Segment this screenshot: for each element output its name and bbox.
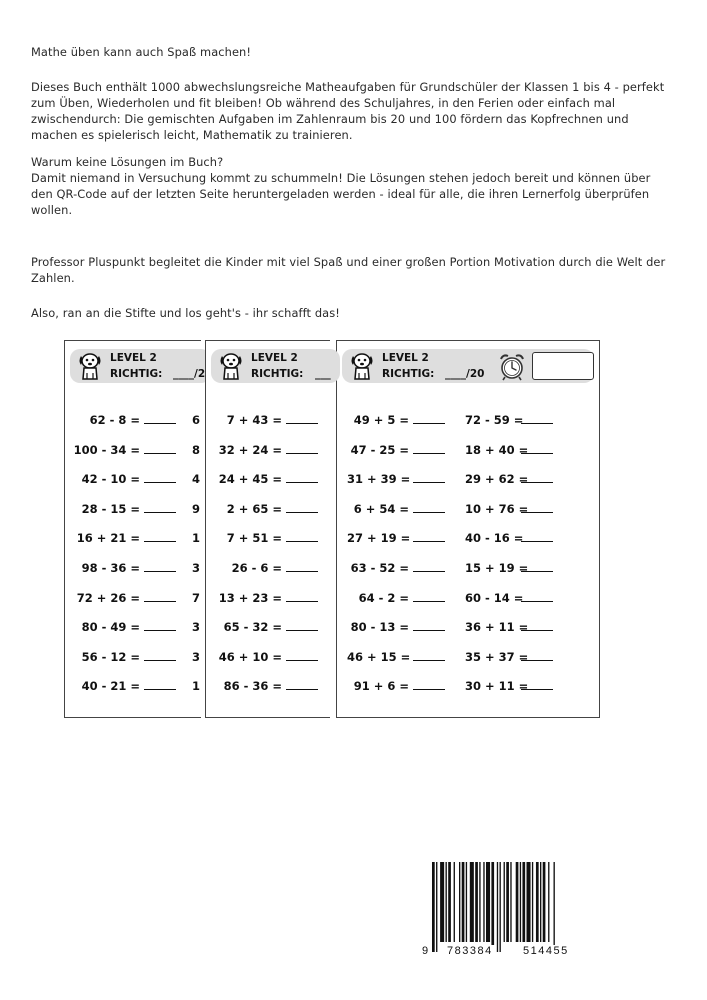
math-problem [347,561,445,575]
problem-text: 4 [192,472,201,487]
answer-blank[interactable] [144,414,176,424]
math-problem [465,679,553,693]
problem-text: 63 - 52 = [350,561,409,575]
answer-blank[interactable] [413,651,445,661]
math-problem [465,591,553,605]
answer-blank[interactable] [144,444,176,454]
level-label: LEVEL 2 [110,352,157,364]
answer-blank[interactable] [521,651,553,661]
math-problem [347,531,445,545]
problem-text: 56 - 12 = [81,649,140,664]
barcode-bar [522,862,525,942]
problem-text: 2 + 65 = [226,501,282,516]
barcode-bar [506,862,509,942]
barcode-bar [491,862,494,952]
answer-blank[interactable] [286,503,318,513]
answer-blank[interactable] [144,680,176,690]
answer-blank[interactable] [413,562,445,572]
problem-text: 72 + 26 = [76,590,140,605]
barcode-first-digit: 9 [422,945,429,957]
answer-blank[interactable] [286,592,318,602]
barcode-bar [436,862,437,952]
answer-blank[interactable] [521,503,553,513]
score-field: ____/2 [173,368,206,380]
problem-text: 27 + 19 = [347,531,411,546]
problem-text: 42 - 10 = [81,472,140,487]
problem-text: 29 + 62 = [465,472,529,487]
problem-text: 65 - 32 = [223,620,282,635]
answer-blank[interactable] [286,562,318,572]
math-problem [465,443,553,457]
barcode-bar [504,862,505,942]
problem-text: 62 - 8 = [89,413,140,427]
math-problem [73,561,176,575]
dog-mascot-icon [217,351,245,381]
problem-text: 10 + 76 = [465,501,529,516]
math-problem [192,531,200,545]
barcode-bars [420,862,590,952]
barcode-bar [543,862,546,942]
answer-blank[interactable] [144,503,176,513]
problem-text: 13 + 23 = [218,590,282,605]
barcode-bar [446,862,447,942]
score-field: ____/20 [445,368,485,380]
math-problem [347,591,445,605]
problem-text: 60 - 14 = [465,590,524,605]
problem-text: 91 + 6 = [353,679,409,694]
math-problem [73,650,176,664]
answer-blank[interactable] [521,621,553,631]
math-problem [465,413,553,427]
problem-text: 49 + 5 = [353,413,409,427]
answer-blank[interactable] [286,532,318,542]
problem-text: 86 - 36 = [223,679,282,694]
problem-text: 18 + 40 = [465,442,529,457]
math-problem [192,620,200,634]
answer-blank[interactable] [144,562,176,572]
answer-blank[interactable] [413,414,445,424]
problem-text: 1 [192,531,201,546]
barcode-group-2: 514455 [523,945,569,957]
math-problem [192,561,200,575]
answer-blank[interactable] [286,473,318,483]
answer-blank[interactable] [144,651,176,661]
math-problem [73,531,176,545]
math-problem [212,561,318,575]
problem-text: 40 - 21 = [81,679,140,694]
math-problem [212,650,318,664]
math-problem [347,502,445,516]
problem-text: 26 - 6 = [231,561,282,575]
professor-paragraph: Professor Pluspunkt begleitet die Kinder mit viel Spaß und einer großen Portion Motivation durch die Welt der Zahlen. [31,255,666,286]
problem-text: 46 + 15 = [347,649,411,664]
alarm-clock-icon [496,350,528,382]
answer-blank[interactable] [413,592,445,602]
math-problem [465,502,553,516]
answer-blank[interactable] [413,680,445,690]
barcode-bar [520,862,521,942]
math-problem [73,620,176,634]
worksheet-preview-2 [205,340,330,718]
problem-text: 72 - 59 = [465,413,524,427]
barcode-bar [470,862,474,942]
problem-text: 7 + 43 = [226,413,282,427]
problem-text: 28 - 15 = [81,501,140,516]
problem-text: 47 - 25 = [350,442,409,457]
answer-blank[interactable] [413,473,445,483]
barcode-bar [532,862,533,942]
math-problem [192,679,200,693]
solutions-paragraph [31,154,671,218]
dog-mascot-icon [348,351,376,381]
barcode-bar [527,862,531,942]
page-title: Mathe üben kann auch Spaß machen! [31,45,252,60]
barcode-bar [475,862,478,942]
barcode-bar [440,862,444,942]
solutions-answer: Damit niemand in Versuchung kommt zu schummeln! Die Lösungen stehen jedoch bereit und können über den QR-Code auf der letzten Seite heruntergeladen werden - ideal für alle, die ihren Lernerfolg überprüfen wollen. [31,171,651,217]
math-problem [212,413,318,427]
barcode-bar [432,862,435,952]
problem-text: 3 [192,649,201,664]
barcode-bar [548,862,549,942]
problem-text: 16 + 21 = [76,531,140,546]
level-label: LEVEL 2 [251,352,298,364]
math-problem [347,650,445,664]
richtig-label: RICHTIG: [110,368,163,380]
barcode-bar [497,862,498,952]
math-problem [192,472,200,486]
intro-paragraph: Dieses Buch enthält 1000 abwechslungsreiche Matheaufgaben für Grundschüler der Klassen 1 bis 4 - perfekt zum Üben, Wiederholen und fit bleiben! Ob während des Schuljahres, in den Ferien oder einfach mal zwischendurch: Die gemischten Aufgaben im Zahlenraum bis 20 und 100 fördern das Kopfrechnen und machen es spielerisch leicht, Mathematik zu trainieren. [31,80,665,143]
answer-blank[interactable] [286,621,318,631]
barcode-bar [466,862,467,942]
solutions-question: Warum keine Lösungen im Buch? [31,155,224,169]
math-problem [73,443,176,457]
answer-blank[interactable] [413,503,445,513]
barcode-bar [554,862,555,952]
problem-text: 80 - 49 = [81,620,140,635]
problem-text: 64 - 2 = [358,590,409,605]
math-problem [465,531,553,545]
richtig-label: RICHTIG: [251,368,304,380]
barcode-group-1: 783384 [447,945,493,957]
math-problem [73,413,176,427]
answer-blank[interactable] [521,414,553,424]
problem-text: 36 + 11 = [465,620,529,635]
problem-text: 7 + 51 = [226,531,282,546]
answer-blank[interactable] [286,414,318,424]
worksheet-header [342,349,594,383]
math-problem [212,443,318,457]
problem-text: 3 [192,620,201,635]
math-problem [212,620,318,634]
math-problem [73,502,176,516]
closing-line: Also, ran an die Stifte und los geht's - ihr schafft das! [31,306,340,321]
worksheet-preview-3 [336,340,600,718]
math-problem [465,561,553,575]
answer-blank[interactable] [413,444,445,454]
barcode-bar [500,862,501,952]
problem-text: 31 + 39 = [347,472,411,487]
problem-text: 6 [192,413,201,427]
answer-blank[interactable] [144,592,176,602]
barcode-bar [510,862,511,942]
dog-mascot-icon [76,351,104,381]
answer-blank[interactable] [144,621,176,631]
problem-text: 1 [192,679,201,694]
answer-blank[interactable] [521,532,553,542]
answer-blank[interactable] [521,473,553,483]
math-problem [192,650,200,664]
isbn-barcode [420,862,590,962]
answer-blank[interactable] [413,621,445,631]
problem-text: 32 + 24 = [218,442,282,457]
problem-text: 80 - 13 = [350,620,409,635]
name-box [532,352,594,380]
answer-blank[interactable] [521,444,553,454]
answer-blank[interactable] [521,680,553,690]
barcode-bar [536,862,539,942]
math-problem [73,591,176,605]
problem-text: 46 + 10 = [218,649,282,664]
worksheet-header [211,349,340,383]
worksheet-header [70,349,211,383]
answer-blank[interactable] [521,562,553,572]
math-problem [192,413,200,427]
barcode-bar [459,862,460,942]
answer-blank[interactable] [144,473,176,483]
answer-blank[interactable] [286,680,318,690]
problem-text: 40 - 16 = [465,531,524,546]
barcode-bar [454,862,455,942]
math-problem [212,502,318,516]
math-problem [192,502,200,516]
problem-text: 8 [192,442,201,457]
score-field: ___ [315,368,331,380]
barcode-bar [486,862,490,942]
problem-text: 3 [192,561,201,575]
math-problem [465,472,553,486]
math-problem [212,591,318,605]
math-problem [192,443,200,457]
math-problem [347,413,445,427]
answer-blank[interactable] [286,651,318,661]
barcode-bar [483,862,484,942]
problem-text: 24 + 45 = [218,472,282,487]
math-problem [465,650,553,664]
problem-text: 35 + 37 = [465,649,529,664]
richtig-label: RICHTIG: [382,368,435,380]
math-problem [192,591,200,605]
problem-text: 15 + 19 = [465,561,529,575]
math-problem [347,679,445,693]
problem-text: 7 [192,590,201,605]
math-problem [347,620,445,634]
math-problem [212,531,318,545]
math-problem [465,620,553,634]
problem-text: 6 + 54 = [353,501,409,516]
level-label: LEVEL 2 [382,352,429,364]
barcode-bar [448,862,451,942]
problem-text: 9 [192,501,201,516]
math-problem [347,443,445,457]
barcode-bar [462,862,465,942]
answer-blank[interactable] [413,532,445,542]
math-problem [347,472,445,486]
problem-text: 100 - 34 = [73,442,140,457]
problem-text: 30 + 11 = [465,679,529,694]
math-problem [73,679,176,693]
worksheet-preview-1 [64,340,206,718]
problem-text: 98 - 36 = [81,561,140,575]
answer-blank[interactable] [286,444,318,454]
math-problem [212,472,318,486]
answer-blank[interactable] [144,532,176,542]
math-problem [73,472,176,486]
barcode-bar [479,862,480,942]
barcode-bar [540,862,541,942]
math-problem [212,679,318,693]
answer-blank[interactable] [521,592,553,602]
barcode-bar [516,862,519,942]
